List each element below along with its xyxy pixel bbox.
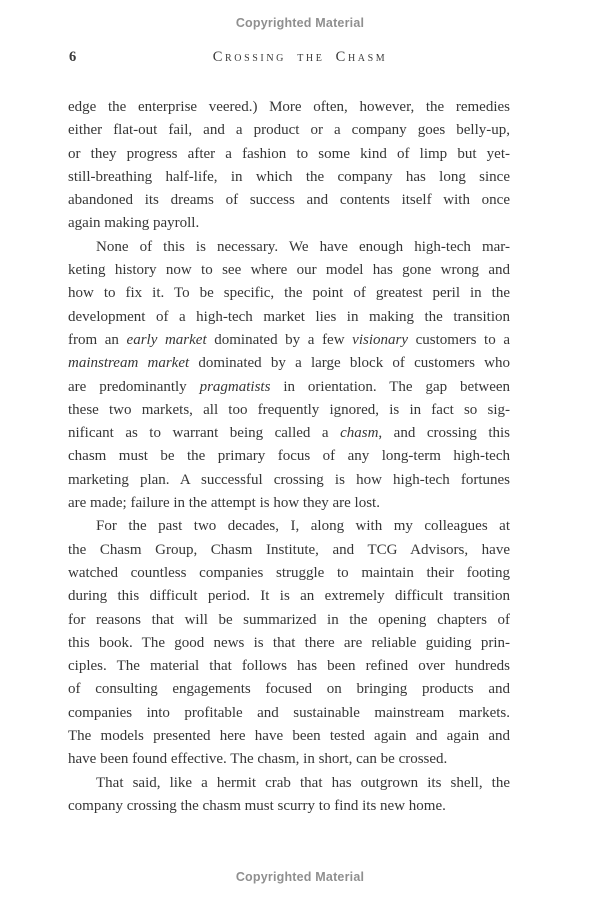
text-line: nificant as to warrant being called a chasm, and crossing this [68, 425, 510, 442]
text-line: company crossing the chasm must scurry to find its new home. [68, 797, 446, 814]
text-line: The models presented here have been tested again and again and [68, 728, 510, 745]
text-line: of consulting engagements focused on bringing products and [68, 681, 510, 698]
page-number: 6 [69, 49, 77, 65]
text-line: still-breathing half-life, in which the company has long since [68, 168, 510, 185]
text-line: companies into profitable and sustainable mainstream markets. [68, 704, 510, 721]
text-line: during this difficult period. It is an extremely difficult transition [68, 588, 510, 605]
text-line: the Chasm Group, Chasm Institute, and TCG Advisors, have [68, 541, 510, 558]
text-line: or they progress after a fashion to some kind of limp but yet- [68, 145, 510, 162]
text-line: That said, like a hermit crab that has outgrown its shell, the [96, 774, 510, 791]
text-line: how to fix it. To be specific, the point of greatest peril in the [68, 285, 510, 302]
text-line: watched countless companies struggle to maintain their footing [68, 564, 510, 581]
text-line: ciples. The material that follows has been refined over hundreds [68, 658, 510, 675]
text-line: abandoned its dreams of success and contents itself with once [68, 192, 510, 209]
text-line: marketing plan. A successful crossing is how high-tech fortunes [68, 471, 510, 488]
text-line: these two markets, all too frequently ignored, is in fact so sig- [68, 401, 510, 418]
text-line: development of a high-tech market lies in making the transition [68, 308, 510, 325]
text-line: chasm must be the primary focus of any long-term high-tech [68, 448, 510, 465]
watermark-top: Copyrighted Material [235, 16, 365, 30]
text-line: this book. The good news is that there are reliable guiding prin- [68, 634, 510, 651]
running-head: Crossing the Chasm [212, 49, 388, 65]
text-line: mainstream market dominated by a large block of customers who [68, 355, 510, 372]
text-line: either flat-out fail, and a product or a company goes belly-up, [68, 122, 510, 139]
text-line: have been found effective. The chasm, in short, can be crossed. [68, 751, 448, 768]
text-line: for reasons that will be summarized in the opening chapters of [68, 611, 510, 628]
text-line: again making payroll. [68, 215, 200, 232]
text-line: edge the enterprise veered.) More often, however, the remedies [68, 99, 510, 115]
text-line: are made; failure in the attempt is how they are lost. [68, 495, 380, 512]
text-line: keting history now to see where our model has gone wrong and [68, 262, 510, 279]
watermark-bottom: Copyrighted Material [235, 870, 365, 884]
text-line: None of this is necessary. We have enough high-tech mar- [96, 238, 510, 255]
text-line: are predominantly pragmatists in orientation. The gap between [68, 378, 510, 395]
text-line: from an early market dominated by a few visionary customers to a [68, 331, 510, 348]
text-line: For the past two decades, I, along with my colleagues at [96, 518, 510, 535]
page-body [68, 96, 510, 818]
